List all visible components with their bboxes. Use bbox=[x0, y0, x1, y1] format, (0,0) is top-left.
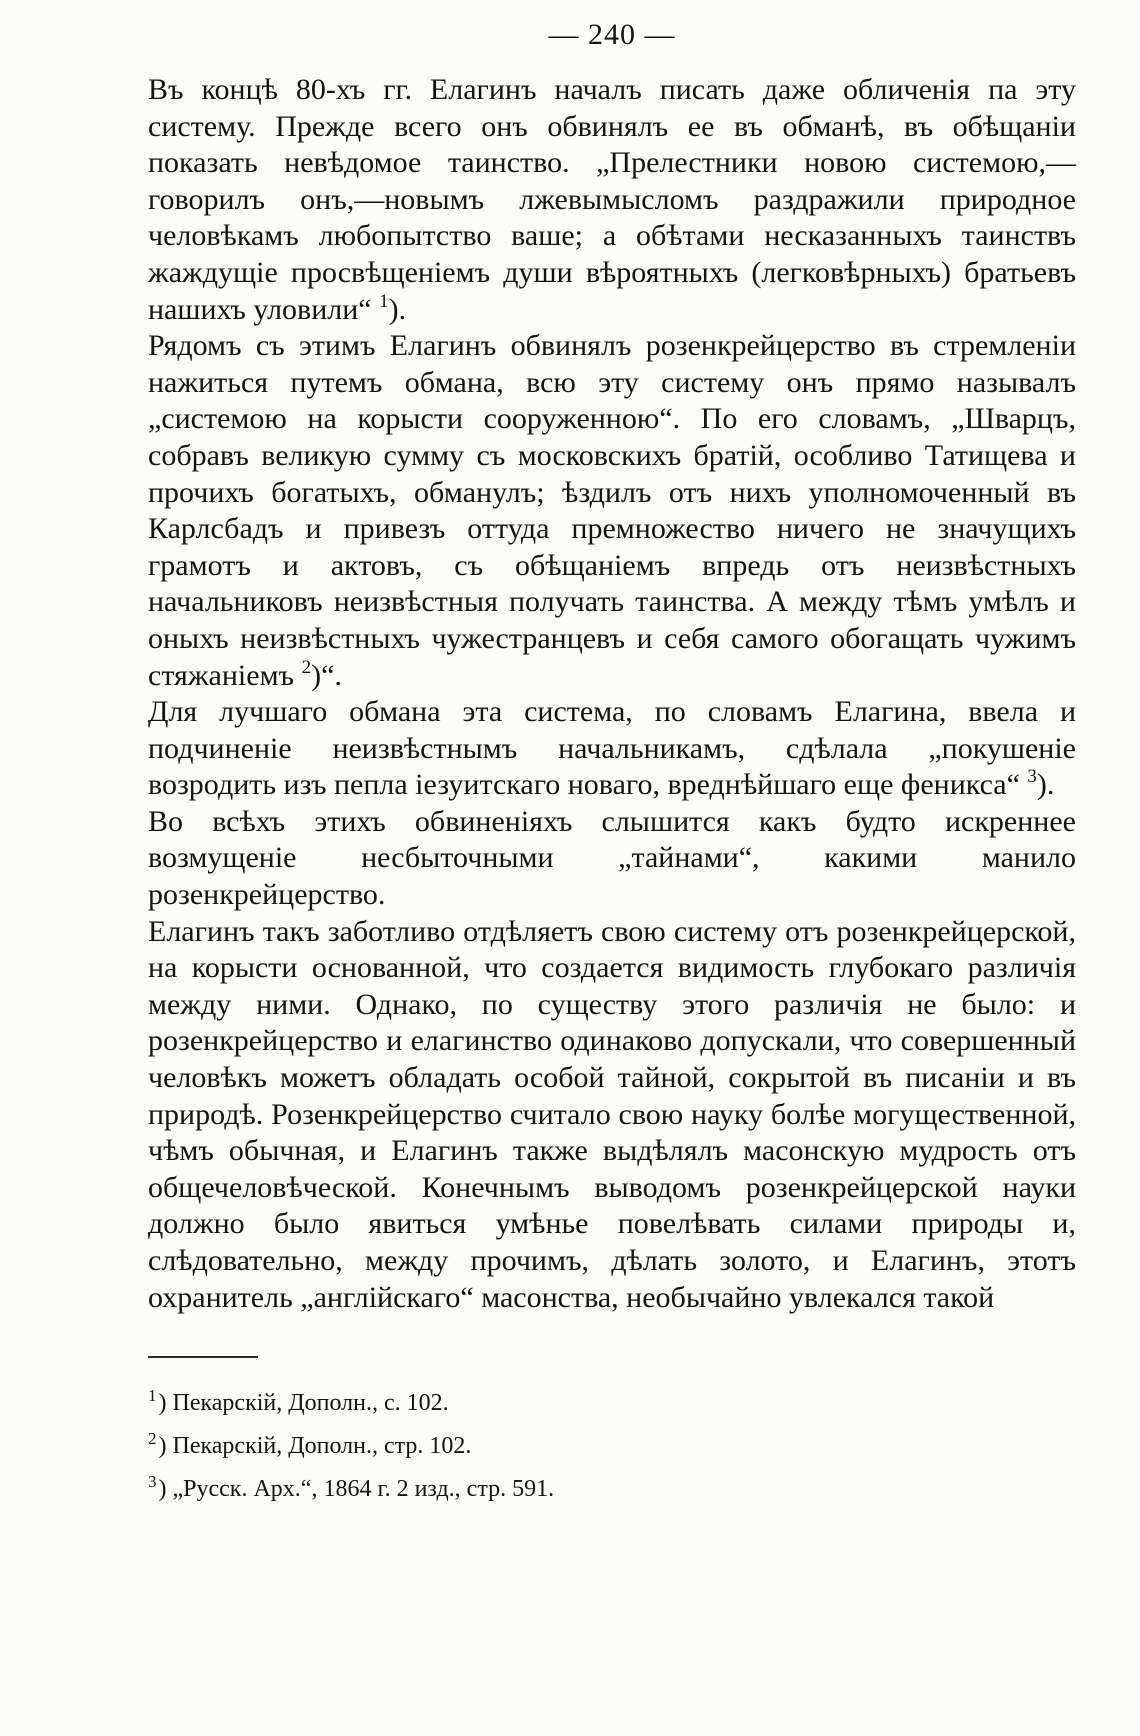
footnote-text: ) Пекарскій, Дополн., стр. 102. bbox=[158, 1433, 472, 1460]
paragraph-tail: )“. bbox=[311, 658, 342, 692]
footnote-mark: 3 bbox=[148, 1472, 157, 1492]
paragraph-text: Во всѣхъ этихъ обвиненіяхъ слышится какъ будто искреннее возмущеніе несбыточными „тайнами“, какими манило розенкрейцерство. bbox=[148, 804, 1076, 912]
paragraph-text: Въ концѣ 80-хъ гг. Елагинъ началъ писать даже обличенія па эту систему. Прежде всего онъ обвинялъ ее въ обманѣ, въ обѣщаніи показать невѣдомое таинство. „Прелестники новою системою,—говорилъ онъ,—новымъ лжевымысломъ раздражили природное человѣкамъ любопытство ваше; а обѣтами несказанныхъ таинствъ жаждущіе просвѣщеніемъ души вѣроятныхъ (легковѣрныхъ) братьевъ нашихъ уловили“ bbox=[148, 73, 1076, 326]
page-number: — 240 — bbox=[548, 18, 676, 51]
footnote-mark: 2 bbox=[148, 1429, 157, 1449]
paragraph-text: Для лучшаго обмана эта система, по словамъ Елагина, ввела и подчиненіе неизвѣстнымъ начальникамъ, сдѣлала „покушеніе возродить изъ пепла іезуитскаго новаго, вреднѣйшаго еще феникса“ bbox=[148, 695, 1076, 802]
footnote-ref[interactable]: 2 bbox=[301, 656, 312, 678]
paragraph-text: Рядомъ съ этимъ Елагинъ обвинялъ розенкрейцерство въ стремленіи нажиться путемъ обмана, всю эту систему онъ прямо называлъ „системою на корысти сооруженною“. По его словамъ, „Шварцъ, собравъ великую сумму съ московскихъ братій, особливо Татищева и прочихъ богатыхъ, обманулъ; ѣздилъ отъ нихъ уполномоченный въ Карлсбадъ и привезъ оттуда премножество ничего не значущихъ грамотъ и актовъ, съ обѣщаніемъ впредь отъ неизвѣстныхъ начальниковъ неизвѣстныя получать таинства. А между тѣмъ умѣлъ и оныхъ неизвѣстныхъ чужестранцевъ и себя самого обогащать чужимъ стяжаніемъ bbox=[148, 329, 1076, 692]
paragraph-5 bbox=[148, 914, 1076, 1317]
paragraph-2 bbox=[148, 328, 1076, 694]
footnote-text: ) „Русск. Арх.“, 1864 г. 2 изд., стр. 591. bbox=[158, 1476, 555, 1503]
footnote-mark: 1 bbox=[148, 1386, 157, 1406]
footnote-ref[interactable]: 1 bbox=[379, 290, 389, 312]
footnote-3 bbox=[148, 1464, 1076, 1507]
footnote-1 bbox=[148, 1378, 1076, 1421]
footnotes bbox=[148, 1378, 1076, 1507]
paragraph-4 bbox=[148, 804, 1076, 914]
paragraph-tail: ). bbox=[1036, 768, 1055, 802]
footnote-2 bbox=[148, 1421, 1076, 1464]
main-text bbox=[148, 72, 1076, 1316]
paragraph-1 bbox=[148, 72, 1076, 328]
footnote-divider bbox=[148, 1356, 258, 1358]
paragraph-text: Елагинъ такъ заботливо отдѣляетъ свою систему отъ розенкрейцерской, на корысти основанной, что создается видимость глубокаго различія между ними. Однако, по существу этого различія не было: и розенкрейцерство и елагинство одинаково допускали, что совершенный человѣкъ можетъ обладать особой тайной, сокрытой въ писаніи и въ природѣ. Розенкрейцерство считало свою науку болѣе могущественной, чѣмъ обычная, и Елагинъ также выдѣлялъ масонскую мудрость отъ общечеловѣческой. Конечнымъ выводомъ розенкрейцерской науки должно было явиться умѣнье повелѣвать силами природы и, слѣдовательно, между прочимъ, дѣлать золото, и Елагинъ, этотъ охранитель „англійскаго“ масонства, необычайно увлекался такой bbox=[148, 914, 1076, 1314]
footnote-ref[interactable]: 3 bbox=[1027, 766, 1037, 788]
paragraph-tail: ). bbox=[388, 292, 407, 326]
paragraph-3 bbox=[148, 694, 1076, 804]
footnote-text: ) Пекарскій, Дополн., с. 102. bbox=[158, 1390, 449, 1417]
